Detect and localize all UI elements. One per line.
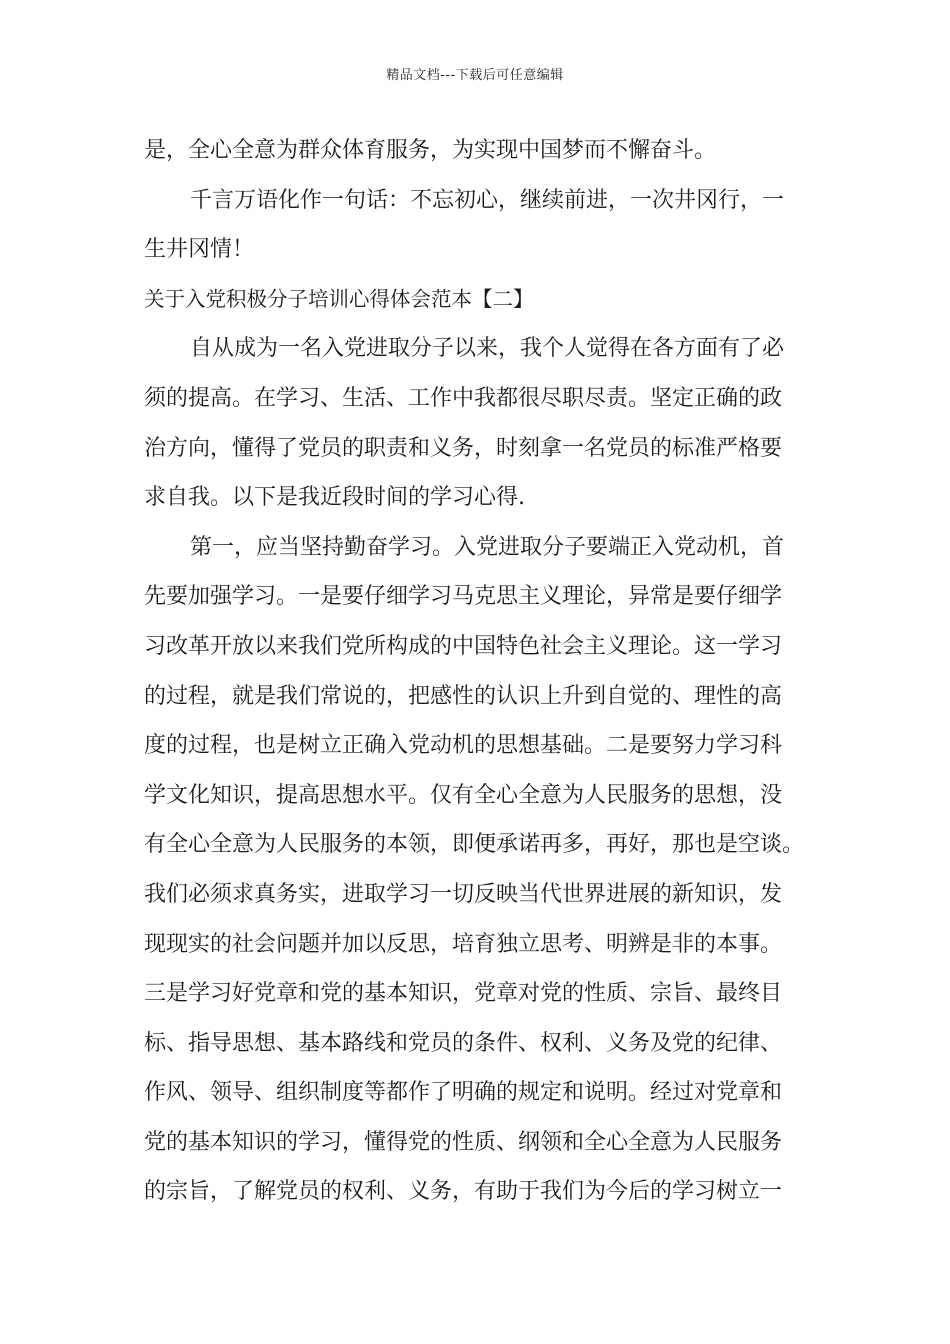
- text-line: 习改革开放以来我们党所构成的中国特色社会主义理论。这一学习: [144, 633, 783, 659]
- text-line: 学文化知识，提高思想水平。仅有全心全意为人民服务的思想，没: [144, 782, 783, 808]
- text-line: 千言万语化作一句话：不忘初心，继续前进，一次井冈行，一: [190, 187, 785, 213]
- text-line: 有全心全意为人民服务的本领，即便承诺再多，再好，那也是空谈。: [144, 832, 805, 858]
- section-heading: 关于入党积极分子培训心得体会范本【二】: [144, 286, 534, 311]
- text-line: 求自我。以下是我近段时间的学习心得.: [144, 485, 525, 511]
- text-line: 的宗旨，了解党员的权利、义务，有助于我们为今后的学习树立一: [144, 1179, 783, 1205]
- text-line: 党的基本知识的学习，懂得党的性质、纲领和全心全意为人民服务: [144, 1129, 783, 1155]
- text-line: 我们必须求真务实，进取学习一切反映当代世界进展的新知识，发: [144, 881, 783, 907]
- document-body: [144, 126, 824, 1217]
- text-line: 第一，应当坚持勤奋学习。入党进取分子要端正入党动机，首: [190, 534, 785, 560]
- text-line: 标、指导思想、基本路线和党员的条件、权利、义务及党的纪律、: [144, 1030, 783, 1056]
- text-line: 自从成为一名入党进取分子以来，我个人觉得在各方面有了必: [190, 336, 785, 362]
- text-line: 须的提高。在学习、生活、工作中我都很尽职尽责。坚定正确的政: [144, 385, 783, 411]
- text-line: 的过程，就是我们常说的，把感性的认识上升到自觉的、理性的高: [144, 683, 783, 709]
- page-header: 精品文档---下载后可任意编辑: [386, 68, 564, 83]
- text-line: 生井冈情！: [144, 237, 255, 263]
- text-line: 作风、领导、组织制度等都作了明确的规定和说明。经过对党章和: [144, 1080, 783, 1106]
- text-line: 现现实的社会问题并加以反思，培育独立思考、明辨是非的本事。: [144, 931, 783, 957]
- text-line: 先要加强学习。一是要仔细学习马克思主义理论，异常是要仔细学: [144, 584, 783, 610]
- text-line: 是，全心全意为群众体育服务，为实现中国梦而不懈奋斗。: [144, 138, 717, 163]
- text-line: 三是学习好党章和党的基本知识，党章对党的性质、宗旨、最终目: [144, 981, 783, 1007]
- text-line: 治方向，懂得了党员的职责和义务，时刻拿一名党员的标准严格要: [144, 435, 783, 461]
- text-line: 度的过程，也是树立正确入党动机的思想基础。二是要努力学习科: [144, 733, 783, 759]
